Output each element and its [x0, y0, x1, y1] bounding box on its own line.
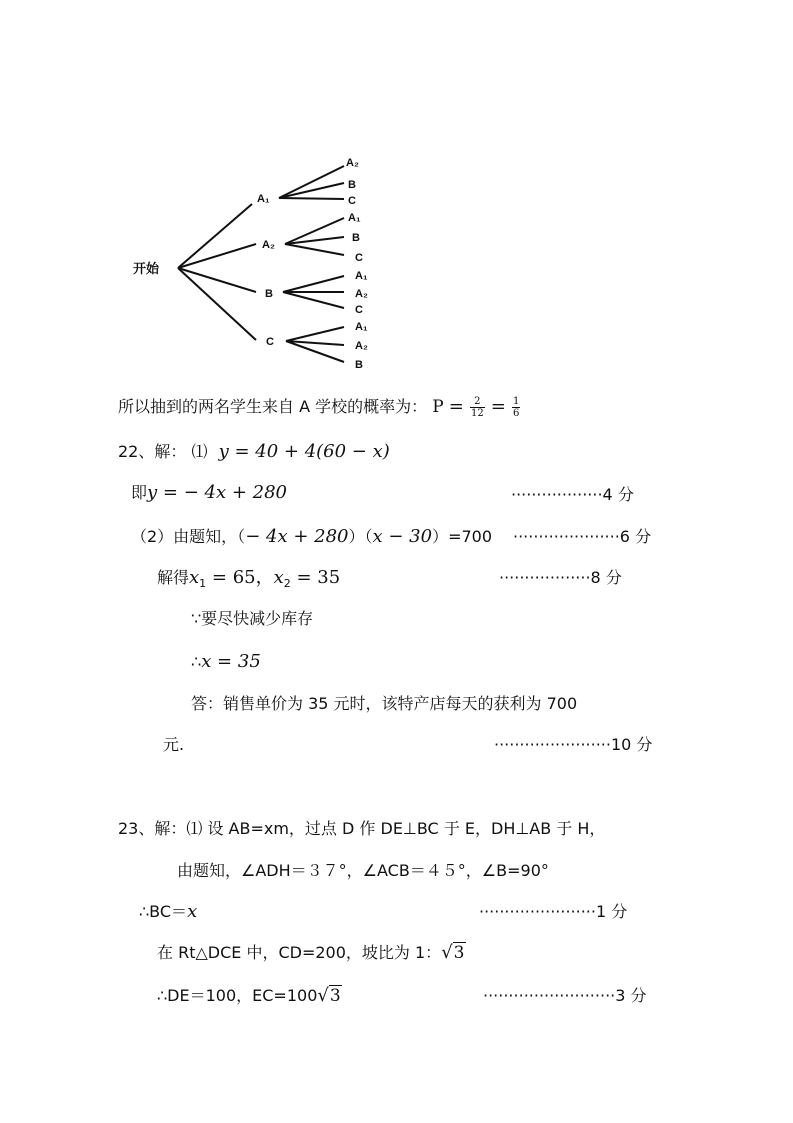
q23-line3: ∴BC＝x [139, 901, 198, 922]
tree-leaf: B [355, 359, 363, 371]
tree-node-l1-1: A₂ [262, 239, 275, 251]
q22-line6: ∴x = 35 [191, 651, 261, 672]
q22-part1-expr: y = 40 + 4(60 − x) [218, 441, 390, 462]
tree-leaf: C [355, 252, 363, 264]
probability-text: 所以抽到的两名学生来自 A 学校的概率为： [118, 397, 428, 416]
q23-line1: 23、解：⑴ 设 AB=xm，过点 D 作 DE⊥BC 于 E，DH⊥AB 于 H， [118, 819, 606, 838]
tree-node-l1-2: B [265, 288, 273, 300]
tree-leaf: A₁ [348, 212, 361, 224]
q22-score-8: ··················8 分 [499, 568, 622, 587]
tree-leaf: A₂ [346, 157, 359, 169]
tree-node-l1-0: A₁ [257, 193, 270, 205]
q23-score-1: ·······················1 分 [479, 902, 628, 921]
q22-part1 [118, 441, 390, 463]
q23-score-3: ··························3 分 [483, 986, 647, 1005]
q23-line5: ∴DE＝100，EC=100√3 [157, 985, 341, 1006]
tree-leaf: A₂ [355, 340, 368, 352]
fraction-2-12: $\frac{2}{12}$ [470, 396, 484, 419]
q22-heading: 22、解： [118, 442, 187, 461]
q22-line2: 即y = − 4x + 280 [131, 482, 287, 503]
probability-statement: 所以抽到的两名学生来自 A 学校的概率为： P = $\frac{2}{12}$ = $\frac{1}{6}$ [118, 396, 520, 419]
fraction-1-6: $\frac{1}{6}$ [512, 396, 520, 419]
tree-leaf: C [348, 195, 356, 207]
q22-part1-marker: ⑴ [191, 442, 208, 461]
tree-leaf: C [355, 304, 363, 316]
q23-line2: 由题知，∠ADH＝３７°，∠ACB＝４５°，∠B=90° [177, 861, 549, 880]
prob-p: P [432, 397, 444, 417]
tree-leaf: A₁ [355, 270, 368, 282]
tree-node-l1-3: C [266, 336, 274, 348]
tree-root-label: 开始 [133, 262, 160, 277]
q22-score-10: ·······················10 分 [494, 735, 653, 754]
probability-tree-diagram [0, 0, 793, 390]
tree-leaf: A₁ [355, 321, 368, 333]
q22-score-4: ··················4 分 [511, 485, 634, 504]
q22-answer: 答：销售单价为 35 元时，该特产店每天的获利为 700 [191, 694, 578, 713]
tree-leaf: B [352, 232, 360, 244]
tree-leaf: B [348, 179, 356, 191]
prob-eq: = [448, 396, 464, 417]
q23-line4: 在 Rt△DCE 中，CD=200，坡比为 1：√3 [157, 942, 465, 963]
sqrt-3: √3 [441, 942, 465, 963]
sqrt-3: √3 [317, 985, 341, 1006]
tree-leaf: A₂ [355, 288, 368, 300]
q22-line4: 解得$x_1 = 65$，$x_2 = 35$ [157, 567, 341, 590]
q22-score-6: ·····················6 分 [513, 527, 652, 546]
q22-answer-end: 元. [163, 735, 185, 754]
q22-linear-expr: y = − 4x + 280 [147, 482, 287, 503]
q22-line3: （2）由题知，（− 4x + 280）（x − 30）=700 [131, 526, 493, 547]
q22-line5: ∵要尽快减少库存 [191, 609, 314, 628]
